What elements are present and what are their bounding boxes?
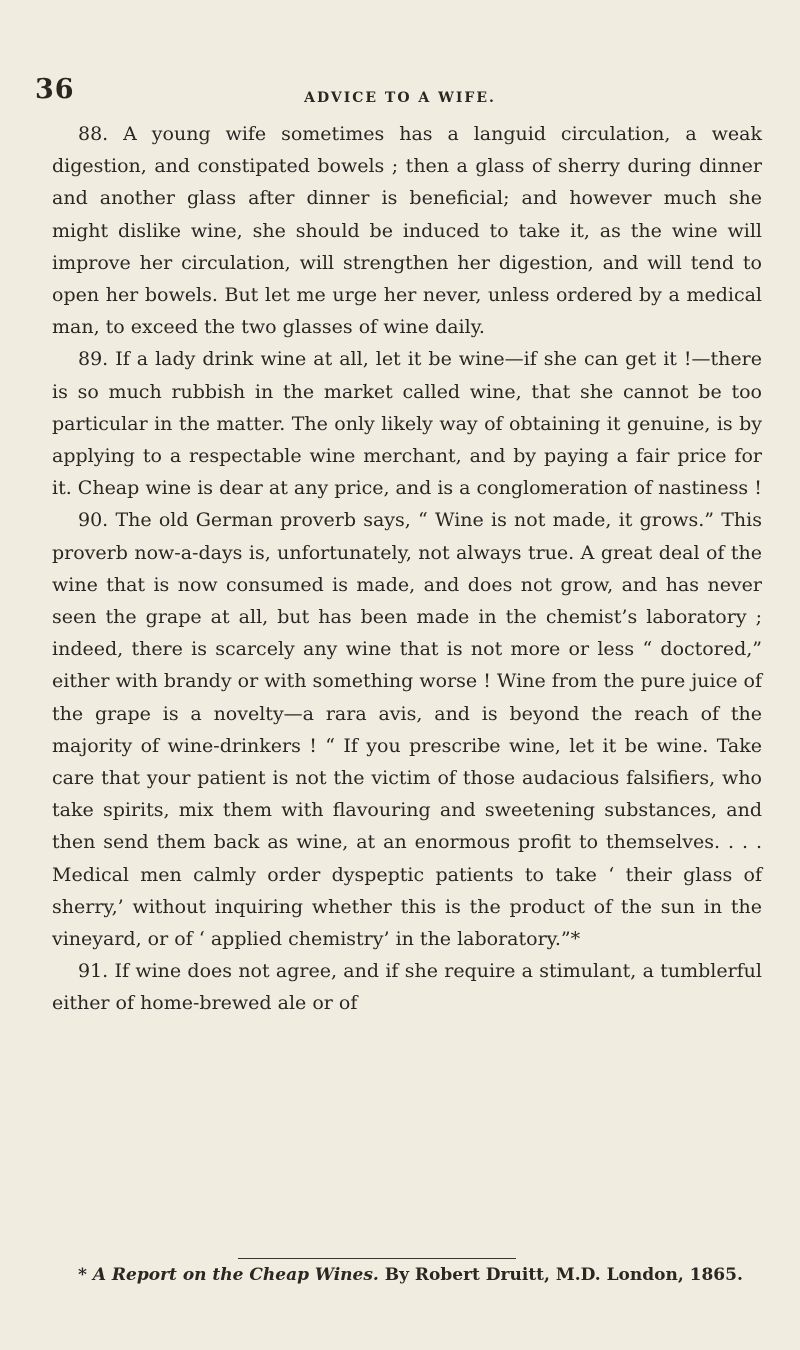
footnote-marker: * (78, 1265, 87, 1285)
paragraph-88: 88. A young wife sometimes has a languid circulation, a weak digestion, and constipated bowels ; then a glass of sherry during dinner and another glass after dinner is beneficial; and however much she might dislike wine, she should be induced to take it, as the wine will improve her circulation, will strengthen her digestion, and will tend to open her bowels. But let me urge her never, unless ordered by a medical man, to exceed the two glasses of wine daily. (52, 123, 762, 339)
page-header (0, 74, 800, 116)
body-text (52, 118, 762, 1020)
paragraph-91: 91. If wine does not agree, and if she require a stimulant, a tumblerful either of home-brewed ale or of (52, 960, 762, 1015)
paragraph-89: 89. If a lady drink wine at all, let it be wine—if she can get it !—there is so much rubbish in the market called wine, that she cannot be too particular in the matter. The only likely way of obtaining it genuine, is by applying to a respectable wine merchant, and by paying a fair price for it. Cheap wine is dear at any price, and is a conglomeration of nastiness ! (52, 348, 762, 500)
footnote-line (52, 1262, 762, 1288)
footnote-divider (238, 1258, 516, 1259)
footnote-citation: By Robert Druitt, M.D. London, 1865. (384, 1265, 743, 1285)
paragraph-90: 90. The old German proverb says, “ Wine is not made, it grows.” This proverb now-a-days is, unfortunately, not always true. A great deal of the wine that is now consumed is made, and does not grow, and has never seen the grape at all, but has been made in the chemist’s laboratory ; indeed, there is scarcely any wine that is not more or less “ doctored,” either with brandy or with something worse ! Wine from the pure juice of the grape is a novelty—a rara avis, and is beyond the reach of the majority of wine-drinkers ! “ If you prescribe wine, let it be wine. Take care that your patient is not the victim of those audacious falsifiers, who take spirits, mix them with flavouring and sweetening substances, and then send them back as wine, at an enormous profit to themselves. . . . Medical men calmly order dyspeptic patients to take ‘ their glass of sherry,’ without inquiring whether this is the product of the sun in the vineyard, or of ‘ applied chemistry’ in the laboratory.”* (52, 509, 762, 951)
page-number: 36 (35, 74, 75, 105)
running-head: ADVICE TO A WIFE. (304, 90, 496, 106)
footnote (52, 1262, 762, 1288)
footnote-title: A Report on the Cheap Wines. (92, 1265, 379, 1285)
